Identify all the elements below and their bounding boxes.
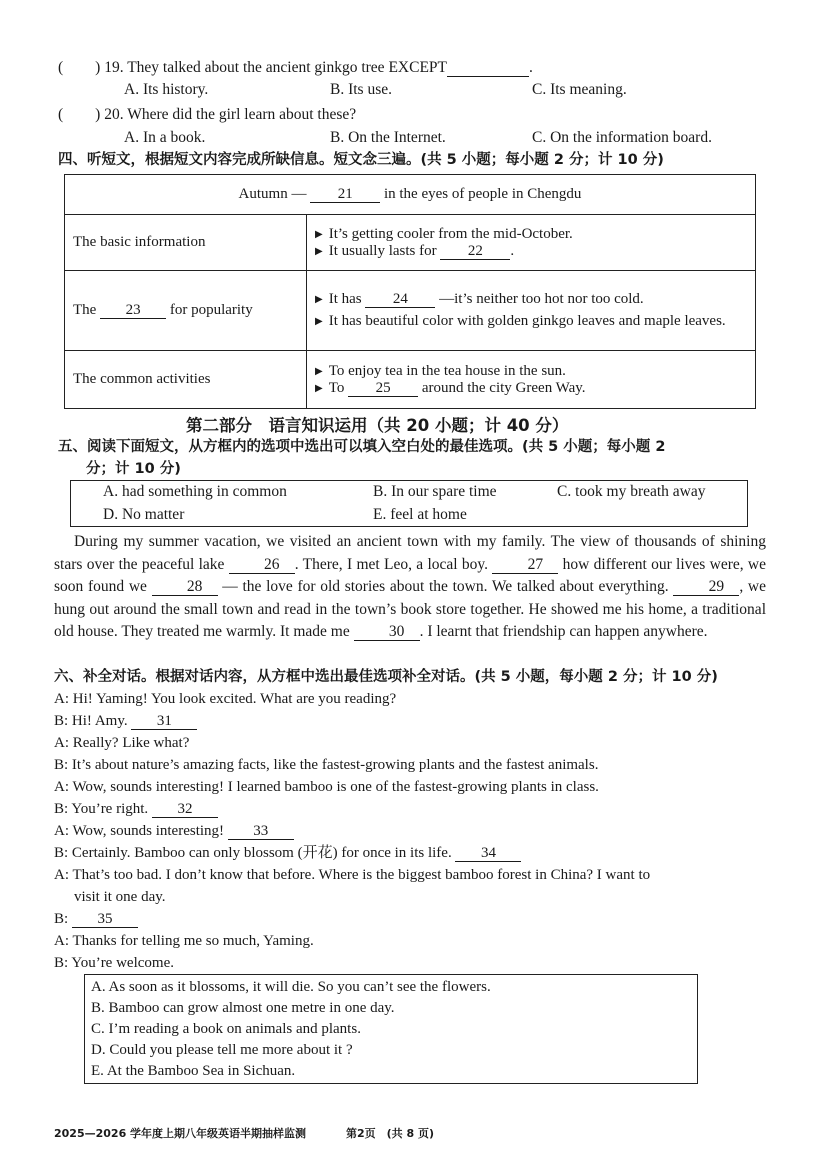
dialogue-line xyxy=(54,711,197,731)
dialogue-line: B: It’s about nature’s amazing facts, like the fastest-growing plants and the fastest animals. xyxy=(54,757,599,773)
bullet-icon: ▶ xyxy=(315,382,323,394)
q20-stem: 20. Where did the girl learn about these? xyxy=(104,106,357,123)
dialogue-line xyxy=(54,909,138,929)
info-table xyxy=(64,174,756,409)
option-e: E. At the Bamboo Sea in Sichuan. xyxy=(91,1063,296,1079)
answer-paren-open: ( xyxy=(58,106,64,123)
option-b: B. Bamboo can grow almost one metre in one day. xyxy=(91,1000,395,1016)
dialogue-line: A: Really? Like what? xyxy=(54,735,190,751)
footer-exam-title: 2025—2026 学年度上期八年级英语半期抽样监测 xyxy=(54,1127,307,1140)
dialogue-line: A: Thanks for telling me so much, Yaming. xyxy=(54,933,314,949)
table-title xyxy=(65,175,756,215)
popularity-label-pre: The xyxy=(73,302,97,318)
dialogue-line: A: Wow, sounds interesting! I learned bamboo is one of the fastest-growing plants in class. xyxy=(54,779,599,795)
popularity-line-1-pre: It has xyxy=(328,290,362,307)
blank-25: 25 xyxy=(348,380,418,397)
q20-option-b: B. On the Internet. xyxy=(330,129,446,146)
blank-35: 35 xyxy=(72,911,138,928)
q19-option-b: B. Its use. xyxy=(330,81,392,98)
popularity-line-2: It has beautiful color with golden ginkgo leaves and maple leaves. xyxy=(328,312,726,329)
basic-line-2-post: . xyxy=(510,242,515,259)
passage-text: . There, I met Leo, a local boy. xyxy=(294,555,489,573)
blank-21: 21 xyxy=(310,186,380,203)
row-label-popularity xyxy=(65,271,307,351)
option-a: A. had something in common xyxy=(103,483,287,500)
row-content-activities xyxy=(307,351,756,409)
dialogue-text: B: xyxy=(54,911,69,927)
dialogue-line: visit it one day. xyxy=(74,889,166,905)
passage-text: how different our lives were, we soon found we xyxy=(54,555,766,595)
bullet-icon: ▶ xyxy=(315,245,323,257)
dialogue-text: B: Hi! Amy. xyxy=(54,713,128,729)
dialogue-text: B: You’re right. xyxy=(54,801,149,817)
q19-option-a: A. Its history. xyxy=(124,81,209,98)
dialogue-line: A: That’s too bad. I don’t know that before. Where is the biggest bamboo forest in China? I want to xyxy=(54,867,651,883)
q19-option-c: C. Its meaning. xyxy=(532,81,627,98)
option-c: C. took my breath away xyxy=(557,483,706,500)
blank-32: 32 xyxy=(152,801,218,818)
basic-line-1: It’s getting cooler from the mid-October. xyxy=(328,225,573,242)
section6-heading: 六、补全对话。根据对话内容，从方框中选出最佳选项补全对话。(共 5 小题，每小题 2 分；计 10 分) xyxy=(54,669,718,685)
dialogue-text: B: Certainly. Bamboo can only blossom (开花) for once in its life. xyxy=(54,845,452,861)
q20-option-c: C. On the information board. xyxy=(532,129,712,146)
activities-line-1: To enjoy tea in the tea house in the sun. xyxy=(328,362,566,379)
popularity-line-1-post: —it’s neither too hot nor too cold. xyxy=(439,290,644,307)
section5-heading-line2: 分；计 10 分) xyxy=(86,461,181,477)
blank-28: 28 xyxy=(152,579,218,596)
section4-heading: 四、听短文，根据短文内容完成所缺信息。短文念三遍。(共 5 小题；每小题 2 分；计 10 分) xyxy=(58,152,664,168)
option-a: A. As soon as it blossoms, it will die. So you can’t see the flowers. xyxy=(91,979,491,995)
blank-22: 22 xyxy=(440,243,510,260)
dialogue-line: A: Hi! Yaming! You look excited. What are you reading? xyxy=(54,691,397,707)
q20-option-a: A. In a book. xyxy=(124,129,206,146)
answer-paren-close: ) xyxy=(95,106,101,123)
section5-options-box xyxy=(70,480,748,527)
option-e: E. feel at home xyxy=(373,506,467,523)
option-c: C. I’m reading a book on animals and plants. xyxy=(91,1021,361,1037)
footer-page-number: 第2页 (共 8 页) xyxy=(346,1127,435,1140)
dialogue-text: A: Wow, sounds interesting! xyxy=(54,823,225,839)
basic-line-2-pre: It usually lasts for xyxy=(328,242,437,259)
table-title-pre: Autumn — xyxy=(238,186,307,202)
blank-26: 26 xyxy=(229,557,295,574)
q20-question xyxy=(58,105,356,125)
option-d: D. No matter xyxy=(103,506,185,523)
dialogue-line xyxy=(54,821,294,841)
dialogue-line: B: You’re welcome. xyxy=(54,955,174,971)
blank-30: 30 xyxy=(354,624,420,641)
q19-answer-blank xyxy=(447,60,529,77)
blank-23: 23 xyxy=(100,302,166,319)
option-b: B. In our spare time xyxy=(373,483,497,500)
cloze-passage xyxy=(54,531,766,644)
popularity-label-post: for popularity xyxy=(169,302,253,318)
row-label-basic: The basic information xyxy=(65,215,307,271)
part2-heading: 第二部分 语言知识运用（共 20 小题；计 40 分） xyxy=(186,416,569,435)
blank-34: 34 xyxy=(455,845,521,862)
answer-paren-close: ) xyxy=(95,59,101,76)
row-content-popularity xyxy=(307,271,756,351)
passage-text: During my summer vacation, we visited an ancient town with my family. The view of thousands of shining stars over the peaceful lake xyxy=(54,533,766,573)
blank-31: 31 xyxy=(131,713,197,730)
q19-period: . xyxy=(529,59,533,76)
passage-text: — the love for old stories about the town. We talked about everything. xyxy=(222,578,669,595)
dialogue-line xyxy=(54,799,218,819)
activities-line-2-post: around the city Green Way. xyxy=(421,379,586,396)
bullet-icon: ▶ xyxy=(315,293,323,305)
passage-text: , we hung out around the small town and read in the town’s book store together. He showed me his home, a traditional old house. They treated me warmly. It made me xyxy=(54,578,766,640)
q19-question xyxy=(58,58,533,78)
blank-33: 33 xyxy=(228,823,294,840)
blank-29: 29 xyxy=(673,579,739,596)
bullet-icon: ▶ xyxy=(315,315,323,327)
bullet-icon: ▶ xyxy=(315,228,323,240)
q19-stem: 19. They talked about the ancient ginkgo tree EXCEPT xyxy=(104,59,447,76)
row-label-activities: The common activities xyxy=(65,351,307,409)
passage-text: . I learnt that friendship can happen anywhere. xyxy=(419,623,708,640)
blank-27: 27 xyxy=(492,557,558,574)
blank-24: 24 xyxy=(365,291,435,308)
row-content-basic xyxy=(307,215,756,271)
option-d: D. Could you please tell me more about it ? xyxy=(91,1042,353,1058)
dialogue-line xyxy=(54,843,521,863)
table-title-post: in the eyes of people in Chengdu xyxy=(383,186,582,202)
section6-options-box xyxy=(84,974,698,1084)
bullet-icon: ▶ xyxy=(315,365,323,377)
section5-heading-line1: 五、阅读下面短文，从方框内的选项中选出可以填入空白处的最佳选项。(共 5 小题；每小题 2 xyxy=(58,439,666,455)
activities-line-2-pre: To xyxy=(328,379,345,396)
answer-paren-open: ( xyxy=(58,59,64,76)
